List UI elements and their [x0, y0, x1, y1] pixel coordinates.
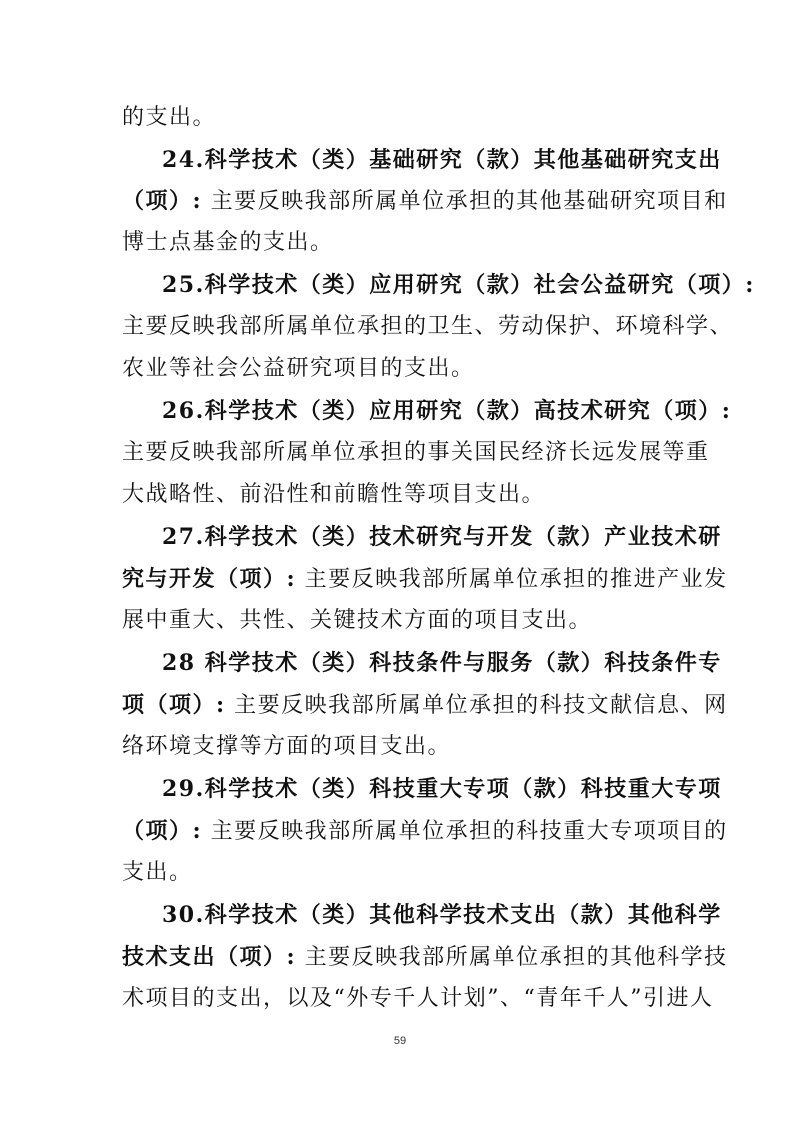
item-body: 主要反映我部所属单位承担的科技重大专项项目的	[210, 819, 728, 844]
item-title: 科学技术（类）应用研究（款）社会公益研究（项）:	[204, 272, 755, 298]
item-number: 28	[162, 650, 196, 676]
item-30-heading	[162, 900, 722, 930]
item-body: 博士点基金的支出。	[122, 230, 334, 255]
paragraph-continuation	[122, 103, 682, 133]
item-number: 29.	[162, 776, 205, 802]
item-title: 科学技术（类）其他科学技术支出（款）其他科学	[204, 902, 722, 928]
item-25-heading	[162, 270, 755, 300]
item-25-line2	[122, 312, 734, 342]
item-30-line2	[122, 942, 728, 973]
item-number: 27.	[162, 524, 205, 550]
item-body: 主要反映我部所属单位承担的科技文献信息、网	[234, 693, 728, 718]
item-title-cont: 项（项）:	[122, 692, 226, 718]
item-body: 主要反映我部所属单位承担的卫生、劳动保护、环境科学、	[122, 314, 734, 339]
item-title-cont: 技术支出（项）:	[122, 944, 297, 970]
item-body: 主要反映我部所属单位承担的其他科学技	[304, 945, 728, 970]
item-title-cont: （项）:	[122, 818, 203, 844]
item-body: 农业等社会公益研究项目的支出。	[122, 356, 475, 381]
item-26-line2	[122, 438, 710, 468]
item-30-line3	[122, 984, 714, 1014]
item-body: 主要反映我部所属单位承担的事关国民经济长远发展等重	[122, 440, 710, 465]
item-body: 术项目的支出，以及“外专千人计划”、“青年千人”引进人	[122, 986, 714, 1011]
item-title-cont: （项）:	[122, 188, 203, 214]
page-number: 59	[393, 1035, 407, 1047]
item-title: 科学技术（类）应用研究（款）高技术研究（项）:	[204, 398, 732, 424]
item-24-heading	[162, 145, 722, 175]
item-number: 24.	[162, 147, 205, 173]
item-26-heading	[162, 396, 732, 426]
item-title: 科学技术（类）科技条件与服务（款）科技条件专	[204, 650, 722, 676]
item-26-line3	[122, 480, 682, 510]
item-title: 科学技术（类）技术研究与开发（款）产业技术研	[204, 524, 722, 550]
item-29-line3	[122, 858, 682, 888]
item-24-line3	[122, 228, 682, 258]
text: 的支出。	[122, 105, 217, 130]
item-title-cont: 究与开发（项）:	[122, 566, 297, 592]
item-28-line2	[122, 690, 728, 721]
item-29-line2	[122, 816, 728, 847]
item-number: 26.	[162, 398, 205, 424]
item-number: 25.	[162, 272, 205, 298]
item-number: 30.	[162, 902, 205, 928]
item-title: 科学技术（类）科技重大专项（款）科技重大专项	[204, 776, 722, 802]
item-body: 支出。	[122, 860, 193, 885]
item-28-line3	[122, 732, 682, 762]
item-27-heading	[162, 522, 722, 552]
item-27-line3	[122, 606, 682, 636]
item-25-line3	[122, 354, 682, 384]
item-body: 展中重大、共性、关键技术方面的项目支出。	[122, 608, 593, 633]
item-body: 络环境支撑等方面的项目支出。	[122, 734, 452, 759]
item-body: 大战略性、前沿性和前瞻性等项目支出。	[122, 482, 546, 507]
item-29-heading	[162, 774, 722, 804]
item-27-line2	[122, 564, 728, 595]
item-24-line2	[122, 186, 728, 217]
item-body: 主要反映我部所属单位承担的推进产业发	[304, 567, 728, 592]
item-body: 主要反映我部所属单位承担的其他基础研究项目和	[210, 189, 728, 214]
item-title: 科学技术（类）基础研究（款）其他基础研究支出	[204, 147, 722, 173]
item-28-heading	[162, 648, 722, 678]
